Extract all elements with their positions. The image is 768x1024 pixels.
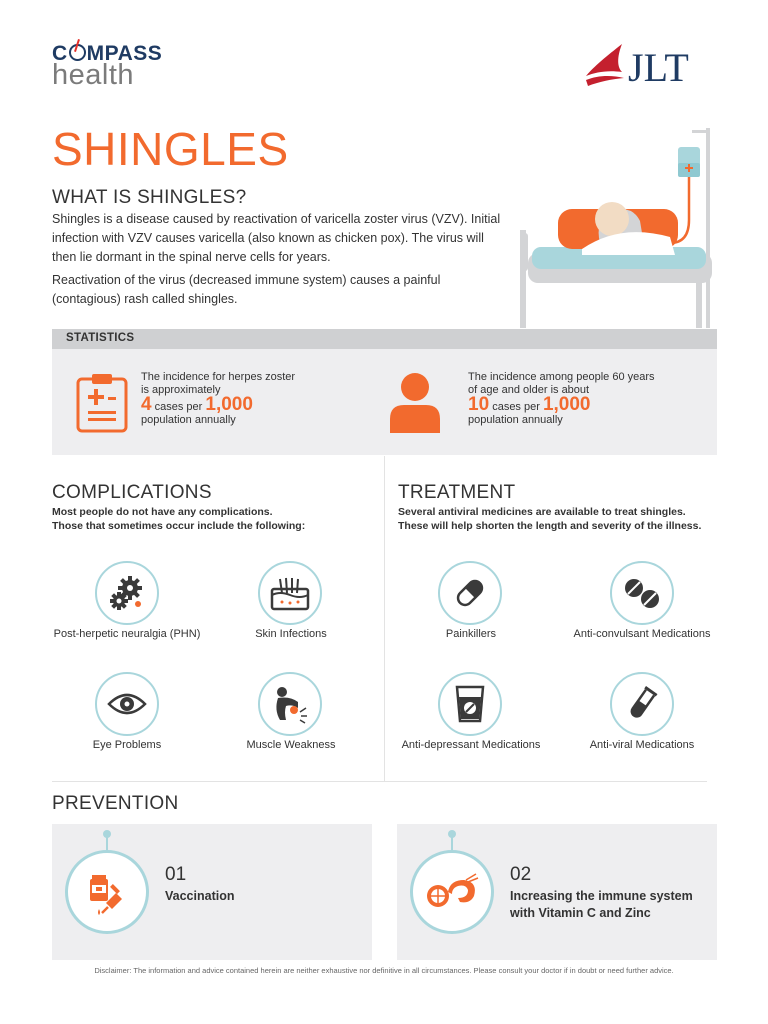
prevention-title-vaccination: Vaccination [165, 889, 235, 903]
treatment-label-antidepressant: Anti-depressant Medications [401, 739, 541, 751]
prevention-title-immune-line2: with Vitamin C and Zinc [510, 906, 651, 920]
prevention-connector-line [106, 836, 108, 850]
stat2-line1: The incidence among people 60 years [468, 371, 655, 383]
stat1-number: 4 [141, 394, 152, 415]
stat2-line4: population annually [468, 414, 563, 426]
stat2-line2: of age and older is about [468, 384, 590, 396]
compass-logo-health: health [52, 59, 135, 91]
treatment-sub2: These will help shorten the length and severity of the illness. [398, 520, 702, 532]
prevention-connector-line-2 [451, 836, 453, 850]
tablets-icon [610, 561, 674, 625]
treatment-intro [398, 505, 728, 533]
stat2-cases-per: cases per [489, 401, 543, 413]
stat-over-60 [468, 371, 708, 427]
what-is-heading: WHAT IS SHINGLES? [52, 187, 247, 208]
column-divider [384, 456, 385, 781]
complication-label-eye: Eye Problems [92, 739, 162, 751]
clipboard-medical-icon [76, 373, 128, 433]
stat1-cases-per: cases per [151, 401, 206, 413]
complication-label-phn: Post-herpetic neuralgia (PHN) [53, 628, 201, 640]
eye-icon [95, 672, 159, 736]
person-icon [388, 373, 442, 433]
page-title: SHINGLES [52, 123, 289, 175]
complication-label-muscle: Muscle Weakness [246, 739, 336, 751]
complications-sub2: Those that sometimes occur include the following: [52, 520, 306, 532]
prevention-title-immune-line1: Increasing the immune system [510, 889, 693, 903]
skin-icon [258, 561, 322, 625]
statistics-label: STATISTICS [66, 332, 135, 344]
stat1-line2: is approximately [141, 384, 221, 396]
complication-label-skin: Skin Infections [255, 628, 327, 640]
treatment-sub1: Several antiviral medicines are available to treat shingles. [398, 506, 686, 518]
complications-heading: COMPLICATIONS [52, 482, 212, 503]
compass-logo-c: C [52, 42, 68, 65]
prevention-title-immune [510, 888, 693, 922]
section-divider [52, 781, 707, 782]
muscle-weakness-icon [258, 672, 322, 736]
complications-intro [52, 505, 372, 533]
hospital-bed-illustration [510, 125, 720, 330]
stat1-line1: The incidence for herpes zoster [141, 371, 296, 383]
what-is-paragraph-1: Shingles is a disease caused by reactivation of varicella zoster virus (VZV). Initial infection with VZV causes varicella (also known as chicken pox). The virus will then lie dormant in the spinal nerve cells for years. [52, 212, 501, 264]
statistics-bar [52, 329, 717, 349]
jlt-sail-icon [582, 42, 628, 88]
jlt-logo [582, 42, 722, 92]
stat2-denominator: 1,000 [542, 394, 591, 415]
complications-sub1: Most people do not have any complications. [52, 506, 273, 518]
prevention-heading: PREVENTION [52, 793, 179, 814]
treatment-heading: TREATMENT [398, 482, 516, 503]
prevention-number-01: 01 [165, 864, 187, 885]
stat2-number: 10 [468, 394, 490, 415]
vaccine-bottle-icon [65, 850, 149, 934]
capsule-icon [438, 561, 502, 625]
stat1-denominator: 1,000 [205, 394, 253, 415]
treatment-label-painkillers: Painkillers [445, 628, 497, 640]
compass-health-logo [52, 42, 172, 94]
treatment-label-antiviral: Anti-viral Medications [589, 739, 695, 751]
what-is-paragraph-2: Reactivation of the virus (decreased immune system) causes a painful (contagious) rash called shingles. [52, 273, 441, 306]
prevention-number-02: 02 [510, 864, 532, 885]
disclaimer: Disclaimer: The information and advice contained herein are neither exhaustive nor definitive in all circumstances. Please consult your doctor if in doubt or need further advice. [94, 966, 674, 975]
treatment-label-anticonvulsant: Anti-convulsant Medications [573, 628, 711, 640]
test-tube-icon [610, 672, 674, 736]
jlt-logo-text: JLT [628, 45, 689, 90]
compass-logo-mpass: MPASS [86, 42, 163, 65]
gears-icon [95, 561, 159, 625]
citrus-shrimp-icon [410, 850, 494, 934]
stat1-line4: population annually [141, 414, 236, 426]
glass-pill-icon [438, 672, 502, 736]
stat-herpes-zoster [141, 371, 381, 427]
